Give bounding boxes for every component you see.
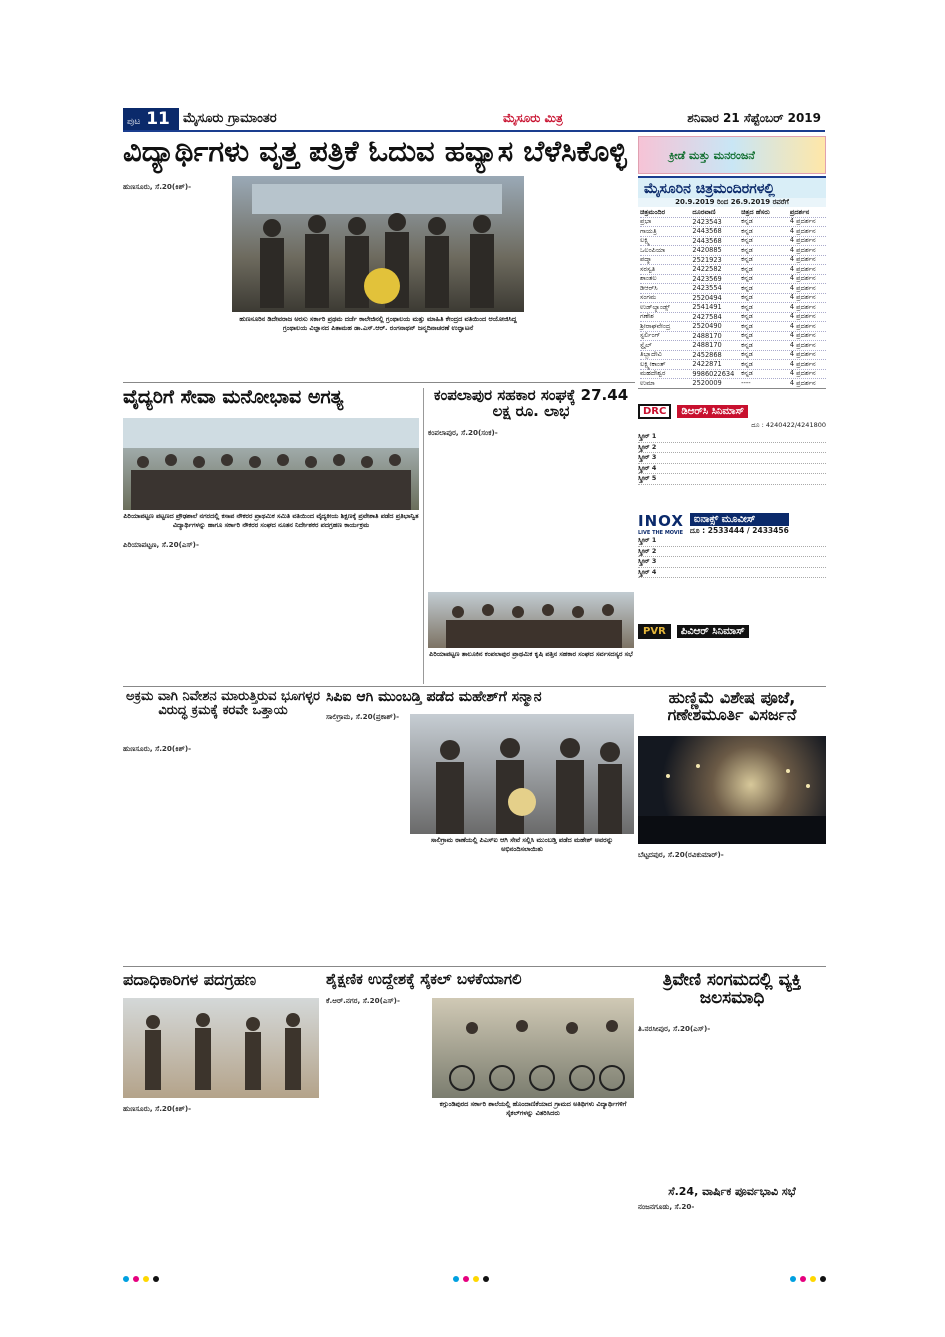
screen-label: ಸ್ಕ್ರೀನ್ 2 — [638, 546, 657, 555]
theatre-phone: 2422582 — [692, 265, 722, 274]
screen-row — [638, 547, 826, 558]
theatre-phone: 2427584 — [692, 312, 722, 321]
theatre-phone: 2422871 — [692, 360, 722, 369]
brand-name: ಮೈಸೂರು ಮಿತ್ರ — [503, 111, 563, 125]
theatre-shows: 4 ಪ್ರದರ್ಶನ — [789, 226, 816, 235]
theatre-shows: 4 ಪ್ರದರ್ಶನ — [789, 274, 816, 283]
meeting-photo-image — [428, 592, 634, 648]
group-photo-image — [123, 418, 419, 510]
cinema-table-row — [640, 351, 826, 361]
theatre-shows: 4 ಪ್ರದರ್ಶನ — [789, 293, 816, 302]
register-marks-right — [790, 1276, 826, 1282]
story3-caption: ಪಿರಿಯಾಪಟ್ಟಣ ತಾಲೂಕಿನ ಕಂಪಲಾಪುರ ಪ್ರಾಥಮಿಕ ಕೃಷಿ ಪತ್ತಿನ ಸಹಕಾರ ಸಂಘದ ಸರ್ವಸದಸ್ಯರ ಸಭೆ — [429, 650, 633, 658]
story3-body — [428, 428, 634, 588]
story2-dateline: ಪಿರಿಯಾಪಟ್ಟಣ, ಸೆ.20(ಎಸ್)- — [123, 540, 199, 549]
theatre-name: ಒಲಂಪಿಯಾ — [640, 245, 666, 254]
theatre-film: ಕನ್ನಡ — [741, 350, 753, 359]
divider — [123, 686, 826, 687]
story4-dateline: ಹುಣಸೂರು, ಸೆ.20(ಕಿಶ್)- — [123, 744, 192, 753]
theatre-film: ಕನ್ನಡ — [741, 236, 753, 245]
theatre-shows: 4 ಪ್ರದರ್ಶನ — [789, 378, 816, 387]
story8-headline: ಶೈಕ್ಷಣಿಕ ಉದ್ದೇಶಕ್ಕೆ ಸೈಕಲ್ ಬಳಕೆಯಾಗಲಿ — [326, 970, 522, 988]
drc-phone: ದೂ : 4240422/4241800 — [751, 421, 826, 429]
theatre-shows: 4 ಪ್ರದರ್ಶನ — [789, 312, 816, 321]
cinema-table-row — [640, 322, 826, 332]
story2-caption: ಪಿರಿಯಾಪಟ್ಟಣ ಪಟ್ಟಣದ ಪ್ರೌಢಶಾಲೆ ನಗರದಲ್ಲಿ ಕಸಾಪ ನೌಕರರ ಪ್ರಾಥಮಿಕ ಸಮಿತಿ ವತಿಯಿಂದ ವೈದ್ಯಕೀಯ ಶಿಕ್ಷಣಕ್ಕೆ ಪ್ರವೇಶಾತಿ ಪಡೆದ ಪ್ರತಿಭಾನ್ವಿತ ವಿದ್ಯಾರ್ಥಿಗಳನ್ನು ಹಾಗೂ ಸರ್ಕಾರಿ ನೌಕರರ ಸಂಘದ ನೂತನ ನಿರ್ದೇಶಕರ ಪದಗ್ರಹಣ ಕಾರ್ಯಕ್ರಮ — [123, 512, 419, 529]
register-marks-mid — [453, 1276, 489, 1282]
theatre-phone: 2423543 — [692, 217, 722, 226]
theatre-film: ಕನ್ನಡ — [741, 283, 753, 292]
entertainment-banner — [638, 136, 826, 174]
cinema-table — [640, 208, 826, 389]
cinema-date-range: 20.9.2019 ರಿಂದ 26.9.2019 ರವರೆಗೆ — [638, 198, 826, 207]
story6-headline: ಹುಣ್ಣಿಮೆ ವಿಶೇಷ ಪೂಜೆ, ಗಣೇಶಮೂರ್ತಿ ವಿಸರ್ಜನೆ — [667, 688, 797, 724]
theatre-film: ಕನ್ನಡ — [741, 302, 753, 311]
theatre-phone: 2423569 — [692, 274, 722, 283]
page-number-box — [123, 108, 179, 130]
cinema-table-row — [640, 227, 826, 237]
theatre-film: ಕನ್ನಡ — [741, 293, 753, 302]
cinema-table-row — [640, 246, 826, 256]
theatre-name: ಲಕ್ಷ್ಮಿ — [640, 236, 650, 245]
theatre-film: ಕನ್ನಡ — [741, 274, 753, 283]
theatre-phone: 2420885 — [692, 246, 722, 255]
lead-body-col1 — [123, 182, 227, 350]
lead-photo-caption: ಹುಣಸೂರಿನ ಡಿದೇವರಾಜ ಅರಸು ಸರ್ಕಾರಿ ಪ್ರಥಮ ದರ್ಜೆ ಕಾಲೇಜಿನಲ್ಲಿ ಗ್ರಂಥಾಲಯ ಮತ್ತು ಮಾಹಿತಿ ಕೇಂದ್ರದ ವತಿಯಿಂದ ಆಯೋಜಿಸಿದ್ದ ಗ್ರಂಥಾಲಯ ವಿಜ್ಞಾನದ ಪಿತಾಮಹ ಡಾ.ಎಸ್.ಆರ್. ರಂಗನಾಥನ್ ಜನ್ಮದಿನಾಚರಣೆ ಉದ್ಘಾಟನೆ — [239, 315, 517, 332]
screen-label: ಸ್ಕ್ರೀನ್ 3 — [638, 557, 657, 566]
story8-dateline: ಕೆ.ಆರ್.ನಗರ, ಸೆ.20(ಎಸ್)- — [326, 996, 400, 1005]
night-procession-image — [638, 736, 826, 844]
page-header — [123, 108, 825, 132]
story6-dateline: ಬೆಟ್ಟದಪುರ, ಸೆ.20(ರವಿಕುಮಾರ್)- — [638, 850, 724, 859]
cinema-table-row — [640, 237, 826, 247]
screen-row — [638, 443, 826, 454]
story6-photo — [638, 736, 826, 844]
theatre-film: ---- — [741, 379, 751, 388]
theatre-film: ಕನ್ನಡ — [741, 264, 753, 273]
inox-phone: ದೂ : 2533444 / 2433456 — [689, 525, 789, 535]
theatre-phone: 2443568 — [692, 227, 722, 236]
theatre-shows: 4 ಪ್ರದರ್ಶನ — [789, 264, 816, 273]
pvr-header — [638, 624, 826, 639]
theatre-name: ಡಿಆರ್‌ಸಿ — [640, 283, 658, 292]
theatre-name: ಶಾಂತಲ — [640, 274, 657, 283]
divider — [638, 388, 826, 389]
story8-body-col1 — [326, 996, 426, 1272]
installation-photo-image — [123, 998, 319, 1098]
screen-row — [638, 536, 826, 547]
lead-body-row — [232, 348, 634, 380]
inox-box — [638, 512, 826, 578]
register-marks-left — [123, 1276, 159, 1282]
story9-body — [638, 1024, 826, 1182]
theatre-film: ಕನ್ನಡ — [741, 226, 753, 235]
theatre-name: ಗಣೇಶ — [640, 312, 654, 321]
inox-logo: INOX — [638, 512, 684, 530]
story9-sub-dateline: ನಂಜನಗೂಡು, ಸೆ.20- — [638, 1202, 695, 1211]
lead-dateline: ಹುಣಸೂರು, ಸೆ.20(ಕಿಶ್)- — [123, 182, 192, 191]
story7-dateline: ಹುಣಸೂರು, ಸೆ.20(ಕಿಶ್)- — [123, 1104, 192, 1113]
story5-photo — [410, 714, 634, 834]
drc-header — [638, 404, 826, 419]
story2-body — [123, 540, 419, 680]
screen-row — [638, 432, 826, 443]
story8-photo — [432, 998, 634, 1098]
theatre-shows: 4 ಪ್ರದರ್ಶನ — [789, 283, 816, 292]
story9-sub-body — [638, 1202, 826, 1272]
theatre-film: ಕನ್ನಡ — [741, 255, 753, 264]
story3-dateline: ಕಂಪಲಾಪುರ, ಸೆ.20(ಸಂಕ)- — [428, 428, 498, 437]
screen-label: ಸ್ಕ್ರೀನ್ 1 — [638, 536, 657, 544]
theatre-shows: 4 ಪ್ರದರ್ಶನ — [789, 302, 816, 311]
cinema-table-row — [640, 313, 826, 323]
cinema-table-row — [640, 275, 826, 285]
lead-photo — [232, 176, 524, 312]
cinema-table-row — [640, 294, 826, 304]
drc-name: ಡಿಆರ್‌ಸಿ ಸಿನಿಮಾಸ್ — [677, 405, 748, 418]
story9-headline: ತ್ರಿವೇಣಿ ಸಂಗಮದಲ್ಲಿ ವ್ಯಕ್ತಿ ಜಲಸಮಾಧಿ — [662, 970, 802, 1008]
story8-caption: ಕಗ್ಗುಂಡಿಪುರದ ಸರ್ಕಾರಿ ಶಾಲೆಯಲ್ಲಿ ಹೊಂದಾಣಿಕೆಯಾದ ಗ್ರಾಮದ ಅತಿಥಿಗಳು ವಿದ್ಯಾರ್ಥಿಗಳಿಗೆ ಸೈಕಲ್‌ಗಳನ್ನು ವಿತರಿಸಿದರು — [439, 1100, 627, 1117]
register-mark — [133, 1276, 139, 1282]
cinema-table-row — [640, 370, 826, 380]
theatre-phone: 2541491 — [692, 303, 722, 312]
section-title: ಮೈಸೂರು ಗ್ರಾಮಾಂತರ — [183, 111, 277, 126]
lead-headline: ವಿದ್ಯಾರ್ಥಿಗಳು ವೃತ್ತ ಪತ್ರಿಕೆ ಓದುವ ಹವ್ಯಾಸ ಬೆಳೆಸಿಕೊಳ್ಳಿ — [123, 134, 627, 168]
screen-label: ಸ್ಕ್ರೀನ್ 3 — [638, 453, 657, 462]
theatre-name: ಲಕ್ಷ್ಮೀಕಾಂತ್ — [640, 359, 666, 368]
theatre-shows: 4 ಪ್ರದರ್ಶನ — [789, 331, 816, 340]
theatre-name: ಉಮಾ — [640, 378, 655, 387]
cinema-table-row — [640, 360, 826, 370]
screen-label: ಸ್ಕ್ರೀನ್ 2 — [638, 442, 657, 451]
drc-cinemas-box — [638, 404, 826, 485]
theatre-name: ಪದ್ಮಾ — [640, 255, 652, 264]
page-label: ಪುಟ — [127, 117, 141, 127]
register-mark — [820, 1276, 826, 1282]
theatre-name: ಸಂಗಮ — [640, 293, 657, 302]
theatre-name: ಶ್ರೀರಾಘವೇಂದ್ರ — [640, 321, 671, 330]
theatre-shows: 4 ಪ್ರದರ್ಶನ — [789, 217, 816, 226]
screen-row — [638, 557, 826, 568]
cinema-title: ಮೈಸೂರಿನ ಚಿತ್ರಮಂದಿರಗಳಲ್ಲಿ — [638, 176, 826, 200]
story3-photo — [428, 592, 634, 648]
theatre-name: ಸರಸ್ವತಿ — [640, 264, 656, 273]
theatre-phone: 2520009 — [692, 379, 722, 388]
theatre-phone: 2488170 — [692, 331, 722, 340]
inox-logo-block — [638, 512, 684, 536]
register-mark — [153, 1276, 159, 1282]
people-group-image — [232, 176, 524, 312]
theatre-film: ಕನ್ನಡ — [741, 245, 753, 254]
theatre-shows: 4 ಪ್ರದರ್ಶನ — [789, 321, 816, 330]
story2-photo — [123, 418, 419, 510]
issue-date: ಶನಿವಾರ 21 ಸೆಪ್ಟೆಂಬರ್ 2019 — [687, 111, 821, 125]
theatre-film: ಕನ್ನಡ — [741, 340, 753, 349]
story7-photo — [123, 998, 319, 1098]
cinema-table-row — [640, 341, 826, 351]
divider — [123, 966, 826, 967]
screen-label: ಸ್ಕ್ರೀನ್ 1 — [638, 432, 657, 440]
story5-dateline: ಸಾಲಿಗ್ರಾಮ, ಸೆ.20(ಪ್ರಕಾಶ್)- — [326, 712, 400, 721]
theatre-film: ಕನ್ನಡ — [741, 331, 753, 340]
divider — [423, 388, 424, 684]
story7-body — [123, 1104, 319, 1272]
theatre-film: ಕನ್ನಡ — [741, 369, 753, 378]
screen-row — [638, 568, 826, 579]
inox-header — [638, 512, 826, 536]
theatre-name: ತಿಬ್ಬಾದೇವಿ — [640, 350, 662, 359]
cinema-table-row — [640, 284, 826, 294]
theatre-name: ಉಡ್‌ಲ್ಯಾಂಡ್ಸ್ — [640, 302, 670, 311]
screen-label: ಸ್ಕ್ರೀನ್ 4 — [638, 567, 657, 576]
theatre-name: ಸ್ಟರ್ಲಿಂಗ್ — [640, 331, 661, 340]
story3-headline: ಕಂಪಲಾಪುರ ಸಹಕಾರ ಸಂಘಕ್ಕೆ 27.44 ಲಕ್ಷ ರೂ. ಲಾಭ — [433, 386, 629, 420]
theatre-phone: 2443568 — [692, 236, 722, 245]
story7-headline: ಪದಾಧಿಕಾರಿಗಳ ಪದಗ್ರಹಣ — [123, 970, 257, 989]
screen-row — [638, 464, 826, 475]
pvr-logo: PVR — [638, 624, 671, 639]
register-mark — [123, 1276, 129, 1282]
drc-logo: DRC — [638, 404, 671, 419]
theatre-film: ಕನ್ನಡ — [741, 217, 753, 226]
register-mark — [453, 1276, 459, 1282]
theatre-phone: 2488170 — [692, 341, 722, 350]
cinema-table-row — [640, 256, 826, 266]
theatre-film: ಕನ್ನಡ — [741, 312, 753, 321]
col-film: ಚಿತ್ರದ ಹೆಸರು — [741, 207, 770, 216]
theatre-shows: 4 ಪ್ರದರ್ಶನ — [789, 359, 816, 368]
theatre-name: ಗಾಯತ್ರಿ — [640, 226, 657, 235]
pvr-name: ಪಿವಿಆರ್ ಸಿನಿಮಾಸ್ — [677, 625, 749, 638]
cinema-table-row — [640, 265, 826, 275]
theatre-phone: 2520490 — [692, 322, 722, 331]
story2-headline: ವೈದ್ಯರಿಗೆ ಸೇವಾ ಮನೋಭಾವ ಅಗತ್ಯ — [123, 386, 344, 408]
register-mark — [800, 1276, 806, 1282]
theatre-shows: 4 ಪ್ರದರ್ಶನ — [789, 369, 816, 378]
theatre-phone: 2452868 — [692, 350, 722, 359]
story6-body — [638, 850, 826, 960]
theatre-shows: 4 ಪ್ರದರ್ಶನ — [789, 255, 816, 264]
cinema-table-row — [640, 218, 826, 228]
theatre-shows: 4 ಪ್ರದರ್ಶನ — [789, 236, 816, 245]
theatre-film: ಕನ್ನಡ — [741, 359, 753, 368]
story9-dateline: ತಿ.ನರಸೀಪುರ, ಸೆ.20(ಎಸ್)- — [638, 1024, 711, 1033]
theatre-film: ಕನ್ನಡ — [741, 321, 753, 330]
theatre-phone: 9986022634 — [692, 369, 735, 378]
register-mark — [473, 1276, 479, 1282]
screen-label: ಸ್ಕ್ರೀನ್ 4 — [638, 463, 657, 472]
col-theatre: ಚಿತ್ರಮಂದಿರ — [640, 207, 666, 216]
register-mark — [483, 1276, 489, 1282]
story4-body — [123, 744, 323, 964]
theatre-shows: 4 ಪ್ರದರ್ಶನ — [789, 350, 816, 359]
col-phone: ದೂರವಾಣಿ — [692, 207, 716, 216]
inox-tagline: LIVE THE MOVIE — [638, 530, 684, 536]
story4-headline: ಅಕ್ರಮ ವಾಗಿ ನಿವೇಶನ ಮಾರುತ್ತಿರುವ ಭೂಗಳ್ಳರ ವಿರುದ್ಧ ಕ್ರಮಕ್ಕೆ ಕರವೇ ಒತ್ತಾಯ — [126, 689, 320, 718]
register-mark — [790, 1276, 796, 1282]
screen-row — [638, 474, 826, 485]
theatre-phone: 2423554 — [692, 284, 722, 293]
cinema-table-row — [640, 332, 826, 342]
inox-name: ಐನಾಕ್ಸ್ ಮೂವೀಸ್ — [690, 513, 789, 526]
cinema-table-row — [640, 303, 826, 313]
theatre-name: ಮಹದೇಶ್ವರ — [640, 369, 666, 378]
divider — [123, 382, 635, 383]
page-number: 11 — [146, 109, 170, 129]
screen-label: ಸ್ಕ್ರೀನ್ 5 — [638, 474, 657, 483]
screen-row — [638, 453, 826, 464]
inox-info — [690, 513, 789, 536]
theatre-name: ಪ್ರಭಾ — [640, 217, 652, 226]
felicitation-photo-image — [410, 714, 634, 834]
story5-headline: ಸಿಪಿಐ ಆಗಿ ಮುಂಬಡ್ತಿ ಪಡೆದ ಮಹೇಶ್‌ಗೆ ಸನ್ಮಾನ — [326, 689, 542, 705]
theatre-phone: 2520494 — [692, 293, 722, 302]
register-mark — [463, 1276, 469, 1282]
register-mark — [143, 1276, 149, 1282]
bicycle-distribution-image — [432, 998, 634, 1098]
theatre-shows: 4 ಪ್ರದರ್ಶನ — [789, 245, 816, 254]
theatre-phone: 2521923 — [692, 255, 722, 264]
theatre-name: ಸ್ಟೈಲ್ — [640, 340, 652, 349]
register-mark — [810, 1276, 816, 1282]
story5-body-col1 — [326, 712, 406, 962]
col-shows: ಪ್ರದರ್ಶನ — [789, 207, 810, 216]
story5-caption: ಸಾಲಿಗ್ರಾಮ ಠಾಣೆಯಲ್ಲಿ ಪಿಎಸ್‌ಐ ಆಗಿ ಸೇವೆ ಸಲ್ಲಿಸಿ ಮುಂಬಡ್ತಿ ಪಡೆದ ಮಹೇಶ್ ಅವರನ್ನು ಅಭಿನಂದಿಸಲಾಯಿತು — [430, 836, 614, 853]
story9-subhead: ಸೆ.24, ವಾರ್ಷಿಕ ಪೂರ್ವಭಾವಿ ಸಭೆ — [668, 1185, 796, 1198]
lead-body-col4 — [530, 182, 634, 350]
cinema-table-header — [640, 208, 826, 218]
banner-label: ಕ್ರೀಡೆ ಮತ್ತು ಮನರಂಜನೆ — [669, 149, 755, 162]
theatre-shows: 4 ಪ್ರದರ್ಶನ — [789, 340, 816, 349]
